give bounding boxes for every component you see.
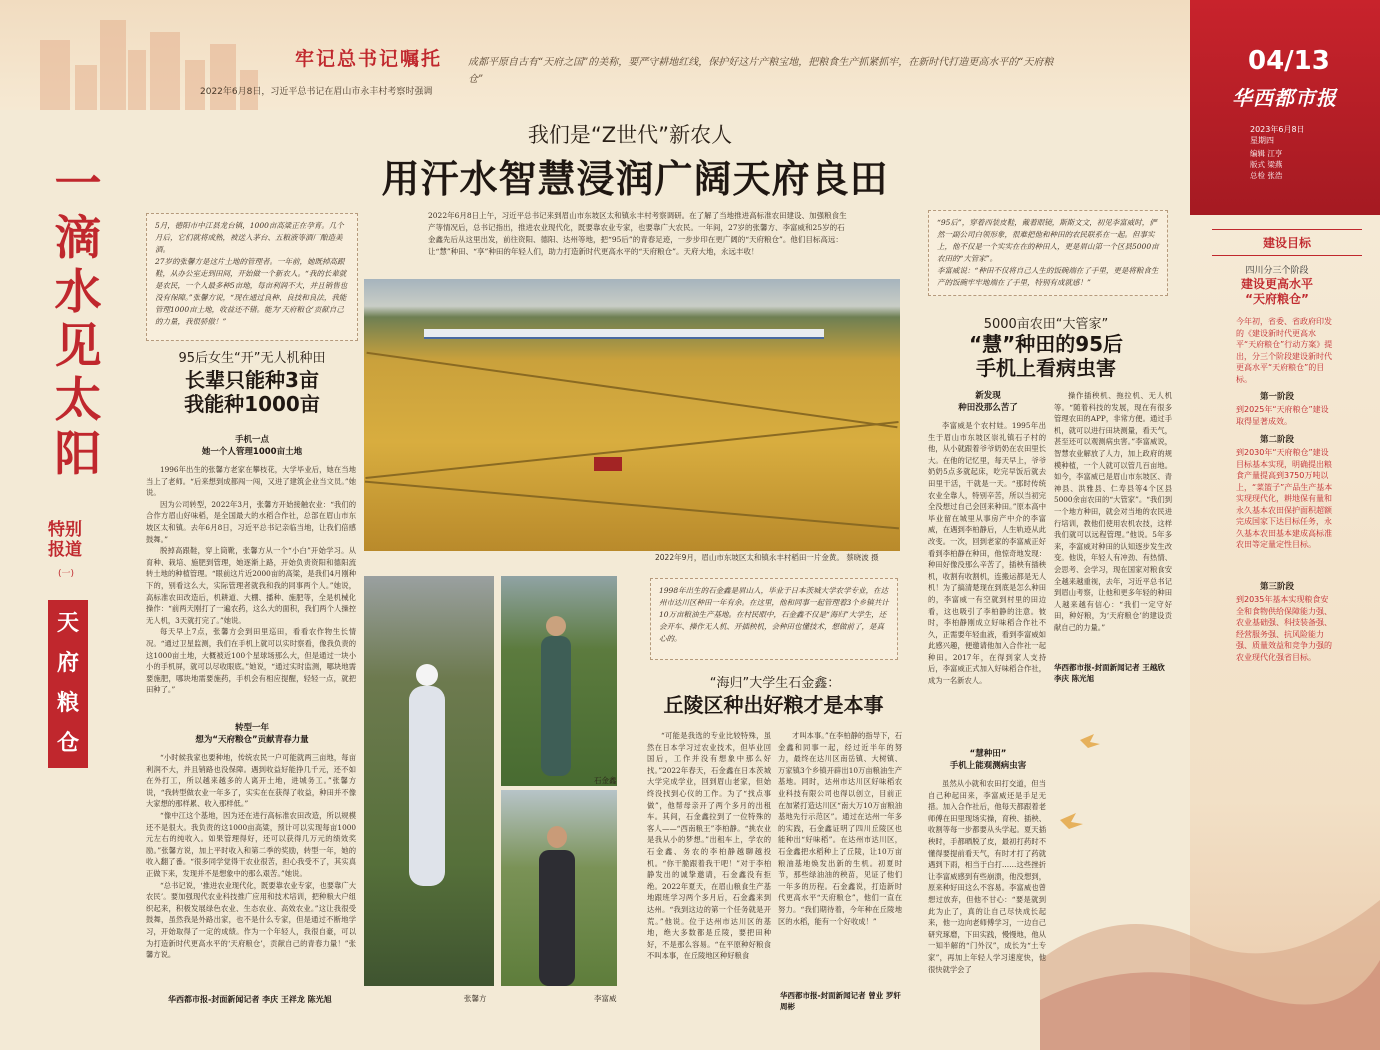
photo-zhang-xinfang (364, 576, 494, 986)
stamp-char: 天 (56, 611, 79, 636)
person-head-shape (547, 826, 567, 848)
issue-weekday: 星期四 (1250, 136, 1274, 145)
editor-name: 编辑 江亨 (1250, 149, 1283, 158)
story1-headline (146, 368, 358, 416)
story1-body-part2 (146, 752, 356, 988)
story3-col-a: 李富威是个农村娃。1995年出生于眉山市东坡区崇礼镇石子村的他，从小就跟着爷爷奶奶在农田里长大。在他的记忆里，每天早上，爷爷奶奶5点多就起床，吃完早饭后就去田里干活，干就是一天。“那时传统农业全靠人，特别辛苦，所以当初完全没想过自己会回来种田。”原本高中毕业留在城里从事房产中介的李富威，在遇到李柏静后，人生轨迹从此改变。一次，回到老家的李富威正好看到李柏静在种田，他惊奇地发现：种田好像没那么辛苦了，插秧有插秧机，收割有收割机，连搬运都是无人机！为了搞清楚现在到底是怎么种田的，李富威一有空就到村里的田边看，这也吸引了李柏静的注意。彼时，李柏静刚成立好味稻合作社不久，正需要年轻血液，看到李富威如此感兴趣，便邀请他加入合作社一起种田。2017年，在得到家人支持后，李富威正式加入好味稻合作社，成为一名新农人。 (928, 421, 1046, 686)
story3-subhead2-line2: 手机上能观测病虫害 (949, 761, 1027, 771)
photo-caption-shi: 石金鑫 (594, 776, 617, 785)
main-photo-golden-fields (364, 279, 900, 551)
person-shape (539, 850, 575, 986)
story3-headline-line1: “慧”种田的95后 (968, 332, 1124, 356)
person-head-shape (416, 664, 438, 686)
story3-headline-line2: 手机上看病虫害 (976, 356, 1116, 380)
story1-para2: 因为公司转型，2022年3月，张馨方开始接触农业：“我们的合作方眉山好味稻，是全国最大的水稻合作社，总部在眉山市东坡区太和镇。去年6月8日，习近平总书记亲临当地，让我们倍感鼓舞。” (146, 499, 356, 544)
stamp-char: 府 (56, 651, 79, 676)
story2-col-a: “可能是我选的专业比较特殊，虽然在日本学习过农业技术，但毕业回国后，工作并没有想象中那么好找。”2022年春天，石金鑫在日本茨城大学完成学业，回到眉山老家，但始终没找到心仪的工作。为了“找点事做”，他帮母亲开了两个多月的出租车。其间，石金鑫拉到了一位特殊的客人——“西南粮王”李柏静。“挑农业是我从小的梦想。”出租车上，学农的石金鑫、务农的李柏静越聊越投机。“你干脆跟着我干吧！”对于李柏静发出的诚挚邀请，石金鑫没有拒绝。2022年夏天，在眉山粮食生产基地跟班学习两个多月后，石金鑫来到达州。“我到这边的第一个任务就是开荒。”他说。位于达州市达川区的基地，绝大多数都是丘陵，要把田种好，不是那么容易。“在平原种好粮食不叫本事，在丘陵地区种好粮食 (647, 731, 771, 961)
skyline-building (75, 65, 97, 110)
bird-icon (1060, 813, 1083, 829)
phase3-text: 到2035年基本实现粮食安全和食物供给保障能力强、农业基础强、科技装备强、经营服务强、抗风险能力强、质量效益和竞争力强的农业现代化强省目标。 (1236, 595, 1332, 662)
story3-subhead1 (926, 390, 1050, 414)
checker-name: 总检 张浩 (1250, 171, 1283, 180)
story2-intro-box: 1998年出生的石金鑫是眉山人，毕业于日本茨城大学农学专业，在达州市达川区种田一年有余。在这里，他和同事一起管理着3个乡镇共计10万亩粮油生产基地。在村民眼中，石金鑫不仅是“海归”大学生，还会开车、操作无人机、开插秧机，会种田也懂技术，想做前了，是真心的。 (650, 578, 898, 660)
story2-credit: 华西都市报-封面新闻记者 曾业 罗轩 周彬 (780, 991, 901, 1011)
story1-subhead1-line1: 手机一点 (234, 435, 269, 445)
field-divider (365, 481, 899, 530)
story3-kicker: 5000亩农田“大管家” (983, 317, 1109, 332)
skyline-building (150, 32, 180, 110)
stamp-char: 粮 (56, 691, 79, 716)
intro-box-right-p1: “95后”，穿着西装皮鞋，戴着眼镜，斯斯文文，初见李富威时，俨然一副公司白领形象，很难把他和种田的农民联系在一起。但事实上，他不仅是一个实实在在的种田人，更是眉山第一个区县5000亩农田的“大管家”。 (937, 218, 1159, 263)
series-stamp (48, 600, 88, 768)
field-divider (366, 352, 897, 429)
stamp-char: 仓 (56, 731, 79, 756)
phase1-text: 到2025年“天府粮仓”建设取得显著成效。 (1236, 405, 1329, 426)
sidebar-headline-line2: “天府粮仓” (1245, 292, 1309, 306)
story1-kicker: 95后女生“开”无人机种田 (178, 351, 326, 366)
bird-icon (1080, 734, 1100, 748)
special-report-number: (一) (58, 569, 75, 579)
story2-headline: 丘陵区种出好粮才是本事 (663, 693, 884, 717)
story3-subhead2-line1: “慧种田” (969, 749, 1007, 759)
design-name: 版式 梁燕 (1250, 160, 1283, 169)
main-photo-caption: 2022年9月，眉山市东坡区太和镇永丰村稻田一片金黄。 蔡晓波 摄 (655, 553, 879, 562)
page-number: 04/13 (1248, 46, 1330, 76)
story3-col-a2: 虽然从小就和农田打交道，但当自己种起田来，李富威还是手足无措。加入合作社后，他每天都跟着老师傅在田里现场实操，育秧、插秧、收割等每一步都要从头学起。夏天插秧时，手都晒脱了皮，最初打药时不懂得要提前看天气，有时才打了药就遇到下雨，相当于白打……这些挫折让李富威感到有些崩溃，他没想到，原来种好田这么不容易。李富威也曾想过放弃，但他不甘心：“要是就到此为止了，真的让自己尽快成长起来，他一边向老师傅学习，一边自己研究琢磨，下田实践，慢慢地，他从一知半解的“门外汉”，成长为“土专家”，再加上年轻人学习速度快，他很快就学会了 (928, 779, 1046, 974)
field-divider (365, 421, 898, 479)
skyline-building (128, 50, 146, 110)
headline-lead: 2022年6月8日上午，习近平总书记来到眉山市东坡区太和镇永丰村考察调研。在了解了当地推进高标准农田建设、加强粮食生产等情况后，总书记指出，推进农业现代化，既要靠农业专家，也要靠广大农民。一年间，27岁的张馨方、李富威和25岁的石金鑫先后从这里出发，前往资阳、德阳、达州等地，把“95后”的青春足迹，一步步印在更广阔的“天府粮仓”。他们目标高远：让“慧”种田、“享”种田的年轻人们，助力打造新时代更高水平的“天府粮仓”。天府大地，永远丰收！ (428, 211, 847, 256)
story1-subhead2-line1: 转型一年 (234, 723, 269, 733)
story1-subhead2 (146, 722, 358, 746)
story1-body-part1 (146, 464, 356, 719)
intro-box-left-p2: 27岁的张馨方是这片土地的管理者。一年前，她既掉高跟鞋，从办公室走到田间，开始做一个新农人。“我的长辈就是农民，一个人最多种5亩地，每亩利润不大，并且销售也没有保障。”张馨方说，“现在通过良种、良技和良法，我能管理1000亩土地，收益还不错。能为‘天府粮仓’贡献自己的力量，我很骄傲！” (155, 257, 348, 326)
story1-subhead2-line2: 想为“天府粮仓”贡献青春力量 (195, 735, 309, 745)
issue-date-text: 2023年6月8日 (1250, 125, 1305, 134)
story1-subhead1-line2: 她一个人管理1000亩土地 (201, 447, 303, 457)
story1-para6: “像中江这个基地，因为还在进行高标准农田改造，所以规模还不是很大。我负责的这1000亩高粱，预计可以实现每亩1000元左右的纯收入。如果管理得好，还可以获得几万元的绩效奖励。”张馨方说，加上平时收入和第二季的奖励，转型一年，她的收入翻了番。“很多同学觉得干农业很苦，担心我受不了，其实真正做下来，发现并不是想象中的那么艰苦。”她说。 (146, 810, 356, 878)
issue-date (1250, 124, 1305, 146)
photo-shi-jinxin (501, 576, 617, 786)
story1-para1: 1996年出生的张馨方老家在攀枝花，大学毕业后，她在当地当上了老师。“后来想到成都闯一闯，又进了建筑企业当文员。”她说。 (146, 465, 356, 498)
sidebar-subtitle: 四川分三个阶段 (1245, 266, 1309, 276)
phase1-title: 第一阶段 (1259, 392, 1294, 402)
story1-para5: “小时候我家也要种地，传统农民一户可能就两三亩地，每亩利润不大，并且销路也没保障。遇到收益好能挣几千元，还不如在外打工，所以越来越多的人离开土地，进城务工。”张馨方说，“我转型做农业一年多了，实实在在获得了收益，种田并不像大家想的那样累、收入那样低。” (146, 753, 356, 809)
banner-title: 牢记总书记嘱托 (295, 48, 443, 70)
main-headline: 用汗水智慧浸润广阔天府良田 (381, 157, 889, 201)
special-report-label: 特别报道 (48, 520, 82, 560)
story3-subhead1-line2: 种田没那么苦了 (958, 403, 1018, 413)
photo-caption-zhang: 张馨方 (464, 994, 487, 1003)
person-shape (541, 636, 571, 776)
story1-headline-line2: 我能种1000亩 (184, 392, 320, 416)
banner-quote: 成都平原自古有“天府之国”的美称，要严守耕地红线，保护好这片产粮宝地，把粮食生产抓紧抓牢，在新时代打造更高水平的“天府粮仓” (468, 57, 1054, 85)
phase2-title: 第二阶段 (1259, 435, 1294, 445)
story2-kicker: “海归”大学生石金鑫： (709, 676, 841, 691)
intro-box-left-p1: 5月，德阳市中江县龙台镇，1000亩高粱正在孕育。几个月后，它们就将成熟，被送入茅台、五粮液等酒厂酿造美酒。 (155, 221, 344, 254)
story3-col-b: 操作插秧机、拖拉机、无人机等。“随着科技的发展，现在有很多管理农田的APP，非常方便。通过手机，就可以进行田块测量，看天气，甚至还可以观测病虫害。”李富威说，智慧农业解放了人力，加上政府的规模种植，一个人就可以管几百亩地。如今，李富威已是眉山市东坡区、青神县、洪雅县、仁寿县等4个区县5000余亩农田的“大管家”。“我们到一个地方种田，就会对当地的农民进行培训，教他们使用农机农技，这样我们就可以远程管理。”他说。5年多来，李富威对种田的认知逐步发生改变。他说，年轻人有冲劲、有热情、会思考、会学习，现在国家对粮食安全越来越重视，去年，习近平总书记到眉山考察，让他和更多年轻的种田人越来越有信心：“我们一定守好田，种好粮，为‘天府粮仓’的建设贡献自己的力量。” (1054, 391, 1172, 632)
intro-box-left (146, 213, 358, 341)
story1-para3: 脱掉高跟鞋，穿上筒靴，张馨方从一个“小白”开始学习。从育种、栽培、施肥到管理，她逐渐上路，开始负责资阳和德阳流转土地的种植管理。“眼前这片近2000亩的高粱，是我们4月刚种下的，别看这么大，实际管理者就我和我的同事两个人。”她说，高标准农田改造后，机耕道、大棚、播种、施肥等，全是机械化操作：“前两天刚打了一遍农药，这么大的面积，我们两个人操控无人机，3天就打完了。”她说。 (146, 546, 356, 625)
vertical-char: 阳 (54, 427, 102, 482)
story3-subhead2 (926, 748, 1050, 772)
sidebar-section-tag: 建设目标 (1212, 229, 1362, 256)
story3-headline (926, 332, 1166, 380)
phase3-title: 第三阶段 (1259, 582, 1294, 592)
person-head-shape (546, 616, 566, 636)
story1-headline-line1: 长辈只能种3亩 (185, 368, 319, 392)
story1-credit: 华西都市报-封面新闻记者 李庆 王祥龙 陈光旭 (168, 995, 332, 1004)
newspaper-logo: 华西都市报 (1232, 86, 1337, 110)
vertical-char: 水 (54, 265, 102, 320)
skyline-building (40, 40, 70, 110)
train-shape (424, 329, 824, 339)
photo-li-fuwei (501, 790, 617, 986)
story1-para7: “总书记说，‘推进农业现代化，既要靠农业专家，也要靠广大农民’。要加强现代农业科技推广应用和技术培训，把种粮大户组织起来，积极发展绿色农业、生态农业、高效农业。”这让我很受鼓舞，虽然我是外路出家，也不是什么专家，但是通过不断地学习，开始取得了一定的成绩。作为一个年轻人，我很自豪，可以为打造新时代更高水平的‘天府粮仓’，贡献自己的青春力量！”张馨方说。 (146, 880, 356, 960)
intro-box-right (928, 210, 1168, 296)
decorative-landscape (1040, 700, 1380, 1050)
sidebar-headline (1212, 277, 1342, 307)
vertical-char: 一 (54, 157, 102, 212)
person-shape (409, 686, 445, 886)
story3-subhead1-line1: 新发现 (975, 391, 1001, 401)
banner-caption: 2022年6月8日，习近平总书记在眉山市永丰村考察时强调 (200, 87, 433, 97)
skyline-building (100, 20, 126, 110)
story3-credit: 华西都市报-封面新闻记者 王越欣 李庆 陈光旭 (1054, 663, 1165, 683)
vertical-char: 太 (54, 373, 102, 428)
sidebar-intro: 今年初，省委、省政府印发的《建设新时代更高水平“天府粮仓”行动方案》提出，分三个阶段建设新时代更高水平“天府粮仓”的目标。 (1236, 317, 1333, 384)
story1-subhead1 (146, 434, 358, 458)
sidebar-headline-line1: 建设更高水平 (1240, 277, 1313, 291)
vertical-char: 滴 (54, 211, 102, 266)
story2-col-b: 才叫本事。”在李柏静的指导下，石金鑫和同事一起，经过近半年的努力，最终在达川区南岳镇、大树镇、万家镇3个乡镇开辟出10万亩粮油生产基地。同时，达州市达川区好味稻农业科技有限公司也得以创立，目前正在加紧打造达川区“南大万10万亩粮油基地先行示范区”。通过在达州一年多的实践，石金鑫证明了四川丘陵区也能种出“好味稻”。在达州市达川区，石金鑫把水稻种上了丘陵，让10万亩粮油基地焕发出新的生机。初夏时节，那些绿油油的秧苗，见证了他们一年多的历程。石金鑫说，打造新时代更高水平“天府粮仓”，他们一直在努力。“我们期待着，今年种在丘陵地区的水稻，能有一个好收成！” (778, 731, 902, 926)
story1-para4: 每天早上7点，张馨方会到田里巡田，看看农作物生长情况。“通过卫星监测，我们在手机上就可以实时察看，像我负责的这1000亩土地，大概被近100个星球场那么大，但是通过一块小小的手机屏，就可以尽收眼底。”她说，“通过实时监测，哪块地需要施肥，哪块地需要施药，手机会有相应提醒，轻轻一点，就把田种了。” (146, 627, 356, 695)
harvester-shape (594, 457, 622, 471)
photo-caption-li: 李富威 (594, 994, 617, 1003)
intro-box-right-p2: 李富威说：“种田不仅将自己人生的饭碗端在了手里，更是将粮食生产的饭碗牢牢地端在了手里，特别有成就感！” (937, 266, 1159, 287)
skyline-building (210, 44, 236, 110)
editor-credits (1250, 148, 1282, 181)
series-vertical-title (50, 158, 106, 482)
vertical-char: 见 (54, 319, 102, 374)
phase2-text: 到2030年“天府粮仓”建设目标基本实现，明确提出粮食产量提高到3750万吨以上，“菜篮子”产品生产基本实现现代化，耕地保有量和永久基本农田保护面积超额完成国家下达目标任务，永久基本农田基本建成高标准农田等定量定性目标。 (1236, 448, 1333, 549)
headline-kicker: 我们是“Z世代”新农人 (527, 123, 733, 147)
